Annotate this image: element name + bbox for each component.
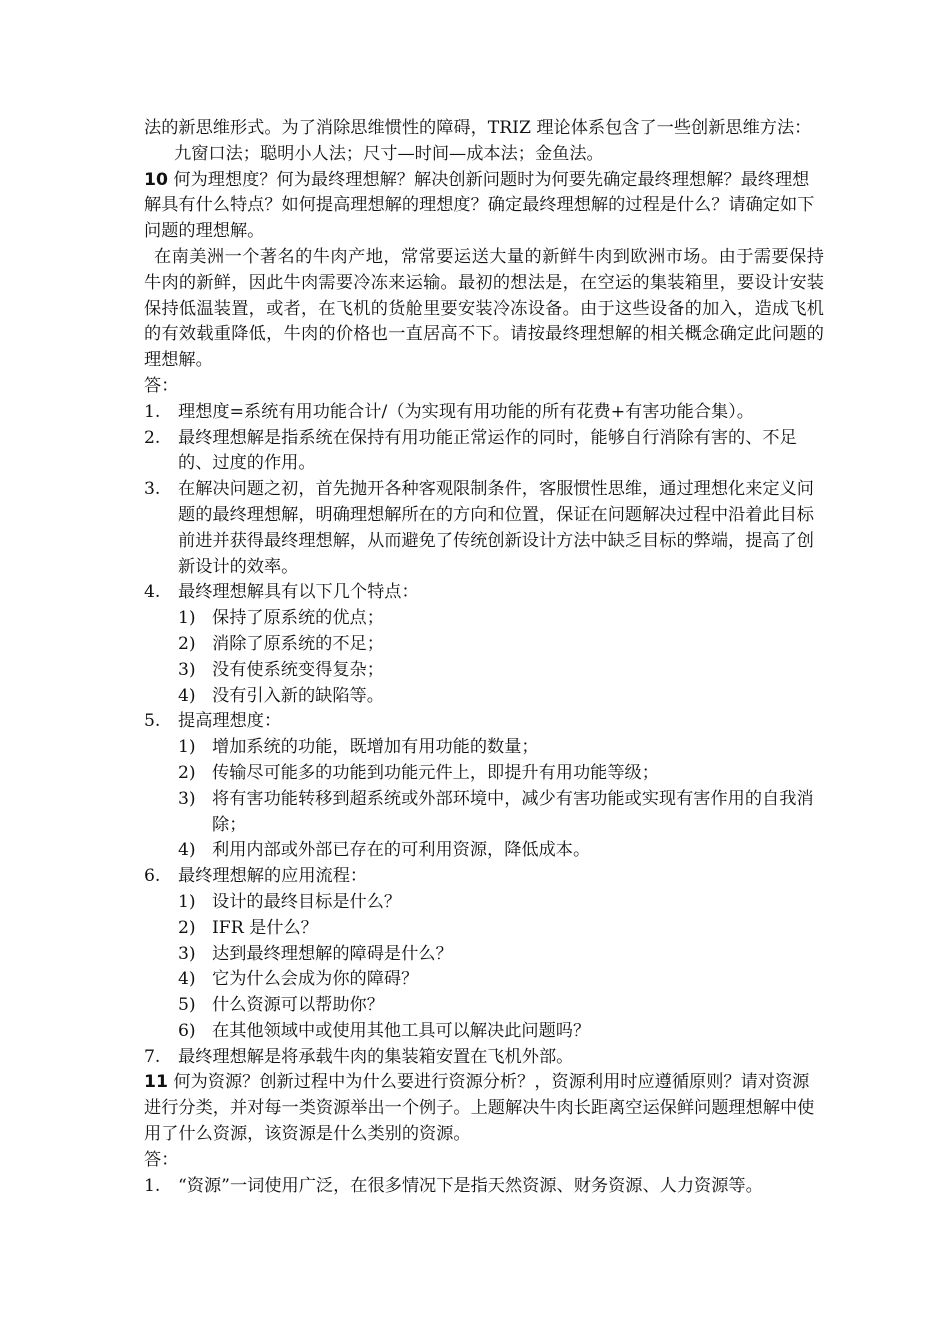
answer-label: 答： xyxy=(144,375,179,396)
sub-item xyxy=(144,993,824,1019)
answer-item xyxy=(144,580,824,606)
sub-item xyxy=(144,942,824,968)
item-number: 1. xyxy=(144,401,161,422)
sub-item xyxy=(144,890,824,916)
answer-item xyxy=(144,1045,824,1071)
item-text: 理想度=系统有用功能合计/（为实现有用功能的所有花费+有害功能合集）。 xyxy=(178,401,754,422)
item-number: 7. xyxy=(144,1046,161,1067)
sub-item-text: 没有使系统变得复杂； xyxy=(212,659,384,680)
question-text: 何为理想度？何为最终理想解？解决创新问题时为何要先确定最终理想解？最终理想解具有什么特点？如何提高理想解的理想度？确定最终理想解的过程是什么？请确定如下问题的理想解。 xyxy=(144,169,815,242)
sub-item-text: 消除了原系统的不足； xyxy=(212,633,384,654)
answer-item xyxy=(144,426,824,478)
item-number: 3. xyxy=(144,479,161,500)
question-number: 11 xyxy=(144,1072,168,1093)
sub-item xyxy=(144,761,824,787)
sub-item-number: 3) xyxy=(178,943,196,964)
sub-item-number: 1) xyxy=(178,608,196,629)
sub-item-number: 2) xyxy=(178,633,196,654)
item-text: 提高理想度： xyxy=(178,711,282,732)
sub-item-text: 它为什么会成为你的障碍？ xyxy=(212,969,419,990)
sub-item-number: 4) xyxy=(178,840,196,861)
sub-item-text: IFR 是什么？ xyxy=(212,917,318,938)
sub-item xyxy=(144,967,824,993)
intro-paragraph: 法的新思维形式。为了消除思维惯性的障碍，TRIZ 理论体系包含了一些创新思维方法： xyxy=(144,118,812,138)
sub-item-number: 6) xyxy=(178,1020,196,1041)
sub-item-number: 4) xyxy=(178,969,196,990)
sub-item xyxy=(144,606,824,632)
item-number: 2. xyxy=(144,427,161,448)
answer-item xyxy=(144,709,824,735)
item-text: 最终理想解具有以下几个特点： xyxy=(178,582,419,603)
sub-item-text: 在其他领域中或使用其他工具可以解决此问题吗？ xyxy=(212,1020,591,1041)
thinking-methods-list: 九窗口法；聪明小人法；尺寸—时间—成本法；金鱼法。 xyxy=(174,143,604,164)
sub-item xyxy=(144,916,824,942)
answer-item xyxy=(144,1174,824,1200)
sub-item-number: 2) xyxy=(178,762,196,783)
sub-item-number: 1) xyxy=(178,737,196,758)
item-number: 5. xyxy=(144,711,161,732)
sub-item-number: 4) xyxy=(178,685,196,706)
sub-item-text: 设计的最终目标是什么？ xyxy=(212,891,402,912)
sub-item-number: 2) xyxy=(178,917,196,938)
answer-item xyxy=(144,400,824,426)
question-10 xyxy=(144,168,824,245)
sub-item xyxy=(144,838,824,864)
scenario-paragraph: 在南美洲一个著名的牛肉产地，常常要运送大量的新鲜牛肉到欧洲市场。由于需要保持牛肉的新鲜，因此牛肉需要冷冻来运输。最初的想法是，在空运的集装箱里，要设计安装保持低温装置，或者，在飞机的货舱里要安装冷冻设备。由于这些设备的加入，造成飞机的有效载重降低，牛肉的价格也一直居高不下。请按最终理想解的相关概念确定此问题的理想解。 xyxy=(144,246,824,371)
sub-item xyxy=(144,658,824,684)
sub-item-text: 将有害功能转移到超系统或外部环境中，减少有害功能或实现有害作用的自我消除； xyxy=(212,788,814,835)
question-text: 何为资源？创新过程中为什么要进行资源分析？，资源利用时应遵循原则？请对资源进行分类，并对每一类资源举出一个例子。上题解决牛肉长距离空运保鲜问题理想解中使用了什么资源，该资源是什么类别的资源。 xyxy=(144,1072,815,1145)
sub-item xyxy=(144,787,824,839)
item-text: 最终理想解是指系统在保持有用功能正常运作的同时，能够自行消除有害的、不足的、过度的作用。 xyxy=(178,427,797,474)
sub-item-text: 什么资源可以帮助你？ xyxy=(212,995,384,1016)
item-text: “资源”一词使用广泛，在很多情况下是指天然资源、财务资源、人力资源等。 xyxy=(178,1175,763,1196)
item-number: 4. xyxy=(144,582,161,603)
sub-item-number: 5) xyxy=(178,995,196,1016)
item-text: 在解决问题之初，首先抛开各种客观限制条件，客服惯性思维，通过理想化来定义问题的最终理想解，明确理想解所在的方向和位置，保证在问题解决过程中沿着此目标前进并获得最终理想解，从而避免了传统创新设计方法中缺乏目标的弊端，提高了创新设计的效率。 xyxy=(178,479,814,577)
sub-item-number: 3) xyxy=(178,659,196,680)
question-number: 10 xyxy=(144,169,168,190)
question-11 xyxy=(144,1070,824,1147)
answer-label: 答： xyxy=(144,1149,179,1170)
answer-item xyxy=(144,864,824,890)
sub-item xyxy=(144,632,824,658)
sub-item-text: 利用内部或外部已存在的可利用资源，降低成本。 xyxy=(212,840,591,861)
sub-item-text: 增加系统的功能，既增加有用功能的数量； xyxy=(212,737,539,758)
answer-item xyxy=(144,477,824,580)
sub-item-text: 保持了原系统的优点； xyxy=(212,608,384,629)
sub-item-text: 传输尽可能多的功能到功能元件上，即提升有用功能等级； xyxy=(212,762,659,783)
sub-item xyxy=(144,735,824,761)
sub-item-text: 没有引入新的缺陷等。 xyxy=(212,685,384,706)
sub-item xyxy=(144,1019,824,1045)
document-page xyxy=(144,116,824,1199)
sub-item-text: 达到最终理想解的障碍是什么？ xyxy=(212,943,453,964)
item-number: 6. xyxy=(144,866,161,887)
sub-item-number: 1) xyxy=(178,891,196,912)
item-number: 1. xyxy=(144,1175,161,1196)
sub-item-number: 3) xyxy=(178,788,196,809)
item-text: 最终理想解是将承载牛肉的集装箱安置在飞机外部。 xyxy=(178,1046,574,1067)
item-text: 最终理想解的应用流程： xyxy=(178,866,368,887)
sub-item xyxy=(144,684,824,710)
